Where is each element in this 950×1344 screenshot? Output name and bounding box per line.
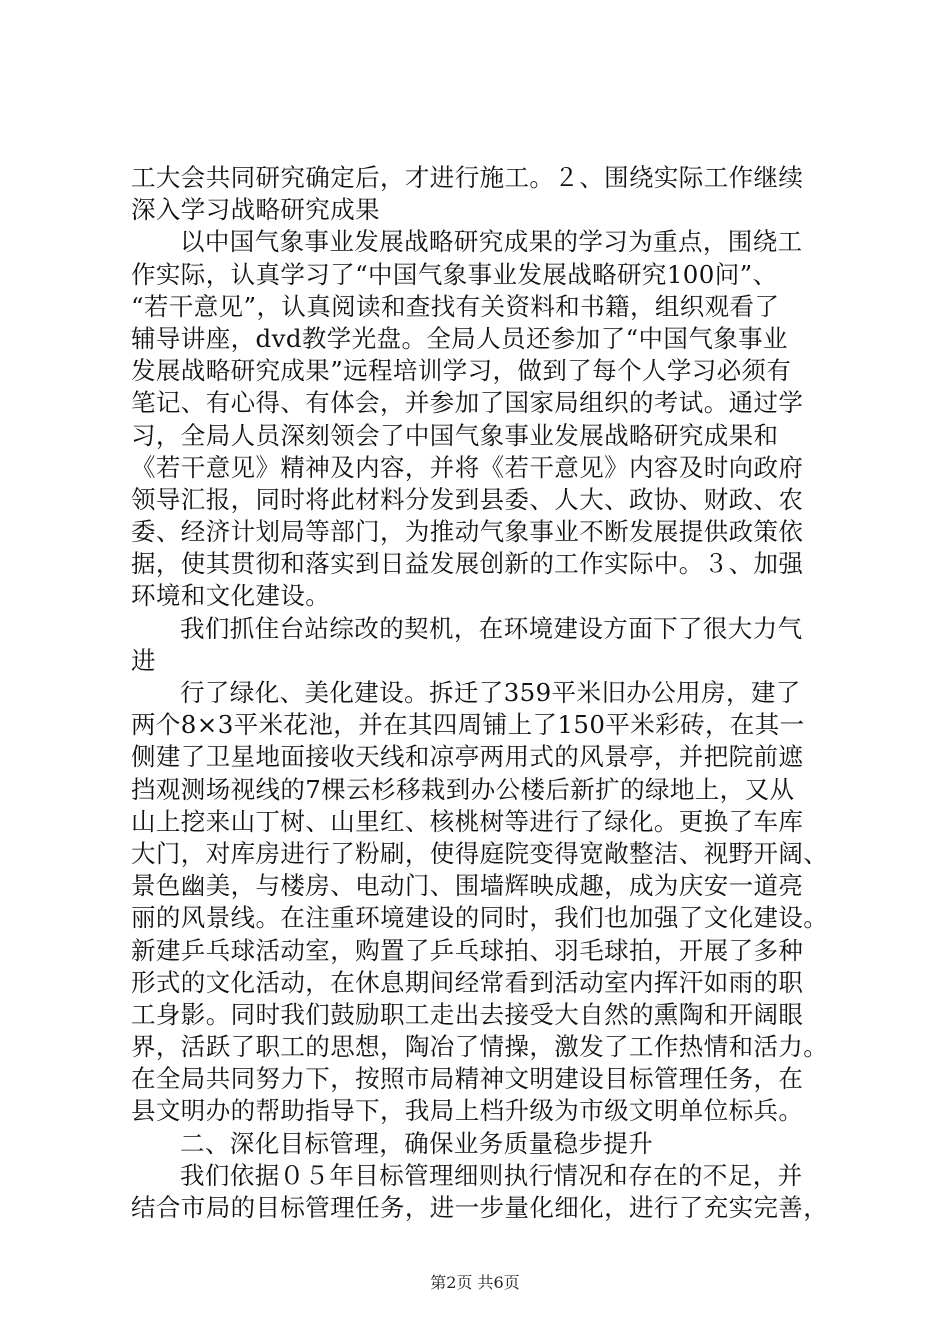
text-line: 据，使其贯彻和落实到日益发展创新的工作实际中。３、加强 [131,549,804,579]
text-line: 《若干意见》精神及内容，并将《若干意见》内容及时向政府 [131,452,804,482]
text-line: 发展战略研究成果”远程培训学习，做到了每个人学习必须有 [131,356,792,386]
paragraph-start-line: 我们依据０５年目标管理细则执行情况和存在的不足，并 [180,1160,803,1190]
text-line: 新建乒乓球活动室，购置了乒乓球拍、羽毛球拍，开展了多种 [131,935,804,965]
text-line: 侧建了卫星地面接收天线和凉亭两用式的风景亭，并把院前遮 [131,742,804,772]
body-text [131,162,843,1224]
text-line: 进 [131,645,156,675]
text-line: 景色幽美，与楼房、电动门、围墙辉映成趣，成为庆安一道亮 [131,871,804,901]
paragraph-start-line: 我们抓住台站综改的契机，在环境建设方面下了很大力气 [180,613,803,643]
text-line: 山上挖来山丁树、山里红、核桃树等进行了绿化。更换了车库 [131,806,804,836]
text-line: 辅导讲座，dvd教学光盘。全局人员还参加了“中国气象事业 [131,323,788,353]
text-line: 县文明办的帮助指导下，我局上档升级为市级文明单位标兵。 [131,1096,804,1126]
text-line: “若干意见”，认真阅读和查找有关资料和书籍，组织观看了 [131,291,780,321]
text-line: 大门，对库房进行了粉刷，使得庭院变得宽敞整洁、视野开阔、 [131,838,829,868]
text-line: 委、经济计划局等部门，为推动气象事业不断发展提供政策依 [131,517,804,547]
page-number-label: 第2页 共6页 [430,1273,520,1292]
text-line: 深入学习战略研究成果 [131,195,380,225]
text-line: 笔记、有心得、有体会，并参加了国家局组织的考试。通过学 [131,388,804,418]
text-line: 工大会共同研究确定后，才进行施工。２、围绕实际工作继续 [131,163,804,192]
text-line: 环境和文化建设。 [131,581,331,611]
page-footer [0,1270,950,1293]
text-line: 形式的文化活动，在休息期间经常看到活动室内挥汗如雨的职 [131,967,804,997]
text-line: 在全局共同努力下，按照市局精神文明建设目标管理任务，在 [131,1064,804,1094]
section-heading: 二、深化目标管理，确保业务质量稳步提升 [180,1128,654,1158]
text-line: 工身影。同时我们鼓励职工走出去接受大自然的熏陶和开阔眼 [131,999,804,1029]
text-line: 作实际，认真学习了“中国气象事业发展战略研究100问”、 [131,259,778,289]
text-line: 领导汇报，同时将此材料分发到县委、人大、政协、财政、农 [131,484,804,514]
paragraph-start-line: 以中国气象事业发展战略研究成果的学习为重点，围绕工 [180,227,803,257]
text-line: 两个8×3平米花池，并在其四周铺上了150平米彩砖，在其一 [131,710,805,740]
text-line: 丽的风景线。在注重环境建设的同时，我们也加强了文化建设。 [131,903,829,933]
text-line: 挡观测场视线的7棵云杉移栽到办公楼后新扩的绿地上，又从 [131,774,795,804]
text-line: 结合市局的目标管理任务，进一步量化细化，进行了充实完善， [131,1193,829,1222]
text-line: 习，全局人员深刻领会了中国气象事业发展战略研究成果和 [131,420,779,450]
text-line: 界，活跃了职工的思想，陶冶了情操，激发了工作热情和活力。 [131,1032,829,1062]
paragraph-start-line: 行了绿化、美化建设。拆迁了359平米旧办公用房，建了 [180,678,801,707]
